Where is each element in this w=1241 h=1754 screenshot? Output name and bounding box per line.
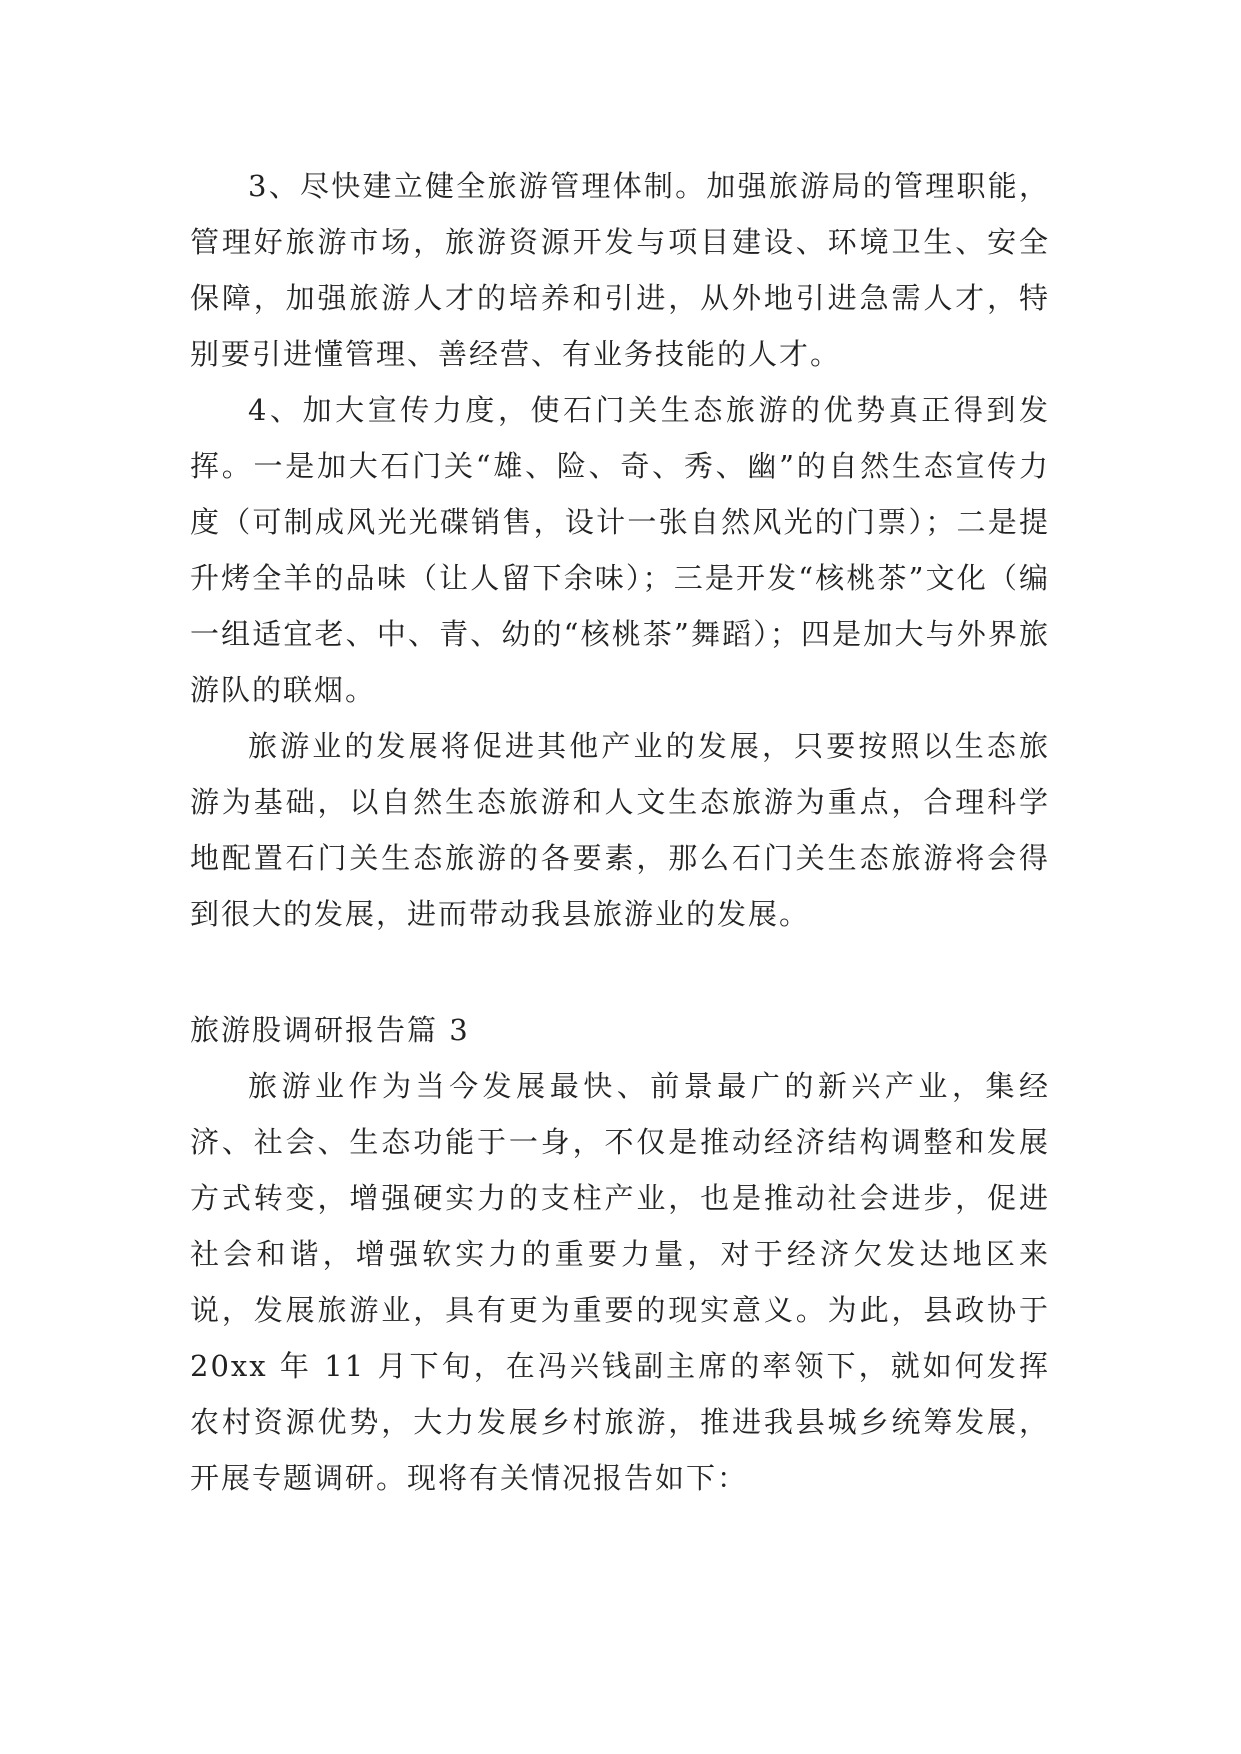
document-body [190, 158, 1050, 1506]
paragraph-publicity: 4、加大宣传力度，使石门关生态旅游的优势真正得到发挥。一是加大石门关“雄、险、奇、秀、幽”的自然生态宣传力度（可制成风光光碟销售，设计一张自然风光的门票）；二是提升烤全羊的品味（让人留下余味）；三是开发“核桃茶”文化（编一组适宜老、中、青、幼的“核桃茶”舞蹈）；四是加大与外界旅游队的联烟。 [190, 393, 1050, 707]
paragraph-conclusion: 旅游业的发展将促进其他产业的发展，只要按照以生态旅游为基础，以自然生态旅游和人文生态旅游为重点，合理科学地配置石门关生态旅游的各要素，那么石门关生态旅游将会得到很大的发展，进而带动我县旅游业的发展。 [190, 729, 1050, 931]
paragraph-introduction: 旅游业作为当今发展最快、前景最广的新兴产业，集经济、社会、生态功能于一身，不仅是推动经济结构调整和发展方式转变，增强硬实力的支柱产业，也是推动社会进步，促进社会和谐，增强软实力的重要力量，对于经济欠发达地区来说，发展旅游业，具有更为重要的现实意义。为此，县政协于 20xx 年 11 月下旬，在冯兴钱副主席的率领下，就如何发挥农村资源优势，大力发展乡村旅游，推进我县城乡统筹发展，开展专题调研。现将有关情况报告如下： [190, 1069, 1050, 1495]
paragraph-management-system: 3、尽快建立健全旅游管理体制。加强旅游局的管理职能，管理好旅游市场，旅游资源开发与项目建设、环境卫生、安全保障，加强旅游人才的培养和引进，从外地引进急需人才，特别要引进懂管理、善经营、有业务技能的人才。 [190, 169, 1050, 371]
section-heading: 旅游股调研报告篇 3 [190, 1013, 470, 1047]
